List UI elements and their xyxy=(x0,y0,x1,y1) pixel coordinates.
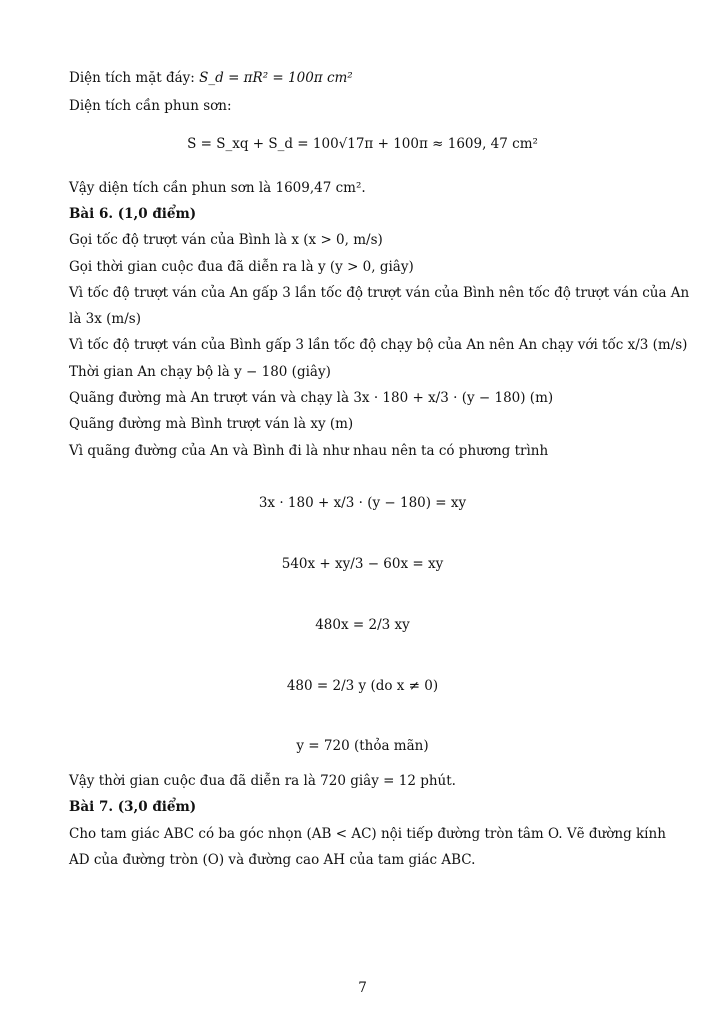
line-distance-an: Quãng đường mà An trượt ván và chạy là 3x · 180 + x/3 · (y − 180) (m) xyxy=(69,390,554,406)
base-area-line: Diện tích mặt đáy: S_d = πR² = 100π cm² xyxy=(69,70,353,86)
equation-step-3: 480x = 2/3 xy xyxy=(315,617,410,633)
line-distance-binh: Quãng đường mà Bình trượt ván là xy (m) xyxy=(69,416,354,432)
equation-step-1: 3x · 180 + x/3 · (y − 180) = xy xyxy=(258,495,467,511)
line-equation-intro: Vì quãng đường của An và Bình đi là như nhau nên ta có phương trình xyxy=(69,443,549,459)
equation-step-2: 540x + xy/3 − 60x = xy xyxy=(281,556,444,572)
race-time-conclusion: Vậy thời gian cuộc đua đã diễn ra là 720 giây = 12 phút. xyxy=(69,773,456,789)
equation-step-4: 480 = 2/3 y (do x ≠ 0) xyxy=(286,678,439,694)
paint-area-label: Diện tích cần phun sơn: xyxy=(69,98,232,114)
problem-7-heading: Bài 7. (3,0 điểm) xyxy=(69,799,197,815)
line-speed-an-1: Vì tốc độ trượt ván của An gấp 3 lần tốc độ trượt ván của Bình nên tốc độ trượt ván của An xyxy=(69,285,690,301)
line-time-race: Gọi thời gian cuộc đua đã diễn ra là y (y > 0, giây) xyxy=(69,259,414,275)
problem-6-heading: Bài 6. (1,0 điểm) xyxy=(69,206,197,222)
equation-step-5: y = 720 (thỏa mãn) xyxy=(296,738,429,754)
paint-area-equation: S = S_xq + S_d = 100√17π + 100π ≈ 1609, 47 cm² xyxy=(187,136,538,152)
paint-area-conclusion: Vậy diện tích cần phun sơn là 1609,47 cm². xyxy=(69,180,366,196)
problem-7-text-1: Cho tam giác ABC có ba góc nhọn (AB < AC) nội tiếp đường tròn tâm O. Vẽ đường kính xyxy=(69,826,666,842)
base-area-formula: S_d = πR² = 100π cm² xyxy=(199,70,353,86)
line-run-speed: Vì tốc độ trượt ván của Bình gấp 3 lần tốc độ chạy bộ của An nên An chạy với tốc x/3 (m/s) xyxy=(69,337,688,353)
line-run-time: Thời gian An chạy bộ là y − 180 (giây) xyxy=(69,364,331,380)
page-number: 7 xyxy=(358,980,367,996)
line-speed-binh: Gọi tốc độ trượt ván của Bình là x (x > 0, m/s) xyxy=(69,232,383,248)
problem-7-text-2: AD của đường tròn (O) và đường cao AH của tam giác ABC. xyxy=(69,852,476,868)
line-speed-an-2: là 3x (m/s) xyxy=(69,311,141,327)
